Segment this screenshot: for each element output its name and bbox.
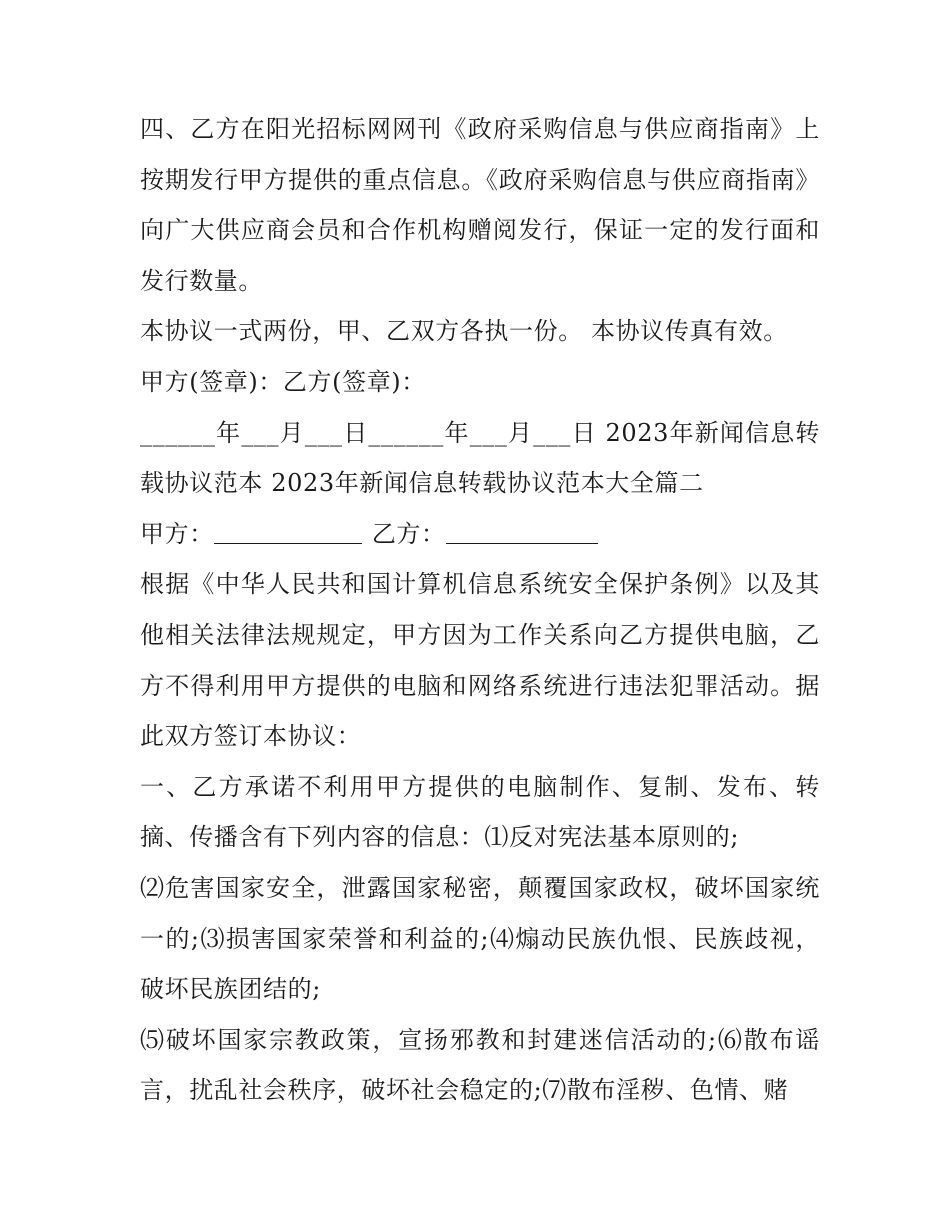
party-a-blank [214,519,362,544]
paragraph-prohibited-list-b: ⑸破坏国家宗教政策，宣扬邪教和封建迷信活动的;⑹散布谣言，扰乱社会秩序，破坏社会稳定的;⑺散布淫秽、色情、赌 [140,1025,820,1105]
paragraph-legal-basis: 根据《中华人民共和国计算机信息系统安全保护条例》以及其他相关法律法规规定，甲方因为工作关系向乙方提供电脑，乙方不得利用甲方提供的电脑和网络系统进行违法犯罪活动。据此双方签订本协议： [140,570,820,751]
paragraph-clause-four: 四、乙方在阳光招标网网刊《政府采购信息与供应商指南》上按期发行甲方提供的重点信息。《政府采购信息与供应商指南》向广大供应商会员和合作机构赠阅发行，保证一定的发行面和发行数量。 [140,115,820,295]
paragraph-prohibited-list-a: ⑵危害国家安全，泄露国家秘密，颠覆国家政权，破坏国家统一的;⑶损害国家荣誉和利益的;⑷煽动民族仇恨、民族歧视，破坏民族团结的; [140,873,820,1004]
document-body [140,104,820,1116]
party-a-label: 甲方： [140,519,214,548]
paragraph-copies-note: 本协议一式两份，甲、乙双方各执一份。 本协议传真有效。 [140,317,788,346]
party-b-label: 乙方： [371,519,446,548]
paragraph-date-and-title: ______年___月___日______年___月___日 2023年新闻信息转载协议范本 2023年新闻信息转载协议范本大全篇二 [140,418,820,498]
party-line [140,509,820,560]
paragraph-signature-labels: 甲方(签章)：乙方(签章)： [140,367,426,396]
party-b-blank [446,519,598,544]
paragraph-clause-one: 一、乙方承诺不利用甲方提供的电脑制作、复制、发布、转摘、传播含有下列内容的信息：⑴反对宪法基本原则的; [140,772,820,852]
